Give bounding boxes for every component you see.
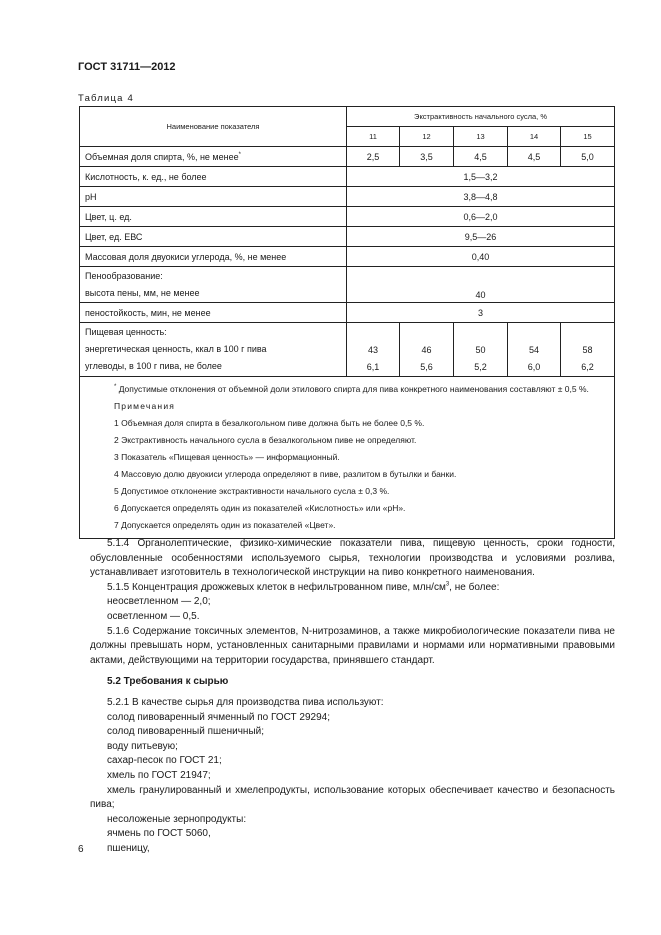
list-item: несоложеные зернопродукты: xyxy=(107,813,247,825)
footnote-mark: * xyxy=(238,151,241,158)
note-item: 2 Экстрактивность начального сусла в безалкогольном пиве не определяют. xyxy=(114,435,417,445)
param-column-header: Наименование показателя xyxy=(80,107,347,147)
note-item: 4 Массовую долю двуокиси углерода определяют в пиве, разлитом в бутылки и банки. xyxy=(114,469,457,479)
subcol-header: 12 xyxy=(400,127,454,147)
row-label-color-cu: Цвет, ц. ед. xyxy=(80,207,347,227)
document-header: ГОСТ 31711—2012 xyxy=(78,61,176,73)
note-item: 1 Объемная доля спирта в безалкогольном пиве должна быть не более 0,5 %. xyxy=(114,418,425,428)
table-notes-row xyxy=(80,377,615,539)
table-cell: 4,5 xyxy=(508,147,561,167)
list-item: ячмень по ГОСТ 5060, xyxy=(107,828,211,840)
paragraph-5-2-1: 5.2.1 В качестве сырья для производства пива используют: xyxy=(107,696,384,708)
list-item: солод пивоваренный ячменный по ГОСТ 29294; xyxy=(107,711,331,723)
list-item: неосветленном — 2,0; xyxy=(107,596,211,608)
note-item: 7 Допускается определять один из показателей «Цвет». xyxy=(114,520,336,530)
table-cell: 58 6,2 xyxy=(561,323,615,377)
carbs-label: углеводы, в 100 г пива, не более xyxy=(85,361,222,371)
row-label-foam-stability: пеностойкость, мин, не менее xyxy=(80,303,347,323)
note-item: 5 Допустимое отклонение экстрактивности начального сусла ± 0,3 %. xyxy=(114,486,390,496)
list-item: воду питьевую; xyxy=(107,740,178,752)
subcol-header: 11 xyxy=(347,127,400,147)
note-item: 6 Допускается определять один из показателей «Кислотность» или «рН». xyxy=(114,503,406,513)
table-cell: 3,8—4,8 xyxy=(347,187,615,207)
paragraph-5-1-5: 5.1.5 Концентрация дрожжевых клеток в нефильтрованном пиве, млн/$см^3$, не более: xyxy=(107,581,500,593)
indicators-table xyxy=(79,106,615,539)
table-cell: 0,40 xyxy=(347,247,615,267)
table-footnote: * Допустимые отклонения от объемной доли этилового спирта для пива конкретного наименования составляют ± 0,5 %. xyxy=(114,384,589,394)
row-label-foam xyxy=(80,267,347,303)
row-label-co2: Массовая доля двуокиси углерода, %, не менее xyxy=(80,247,347,267)
table-cell: 3,5 xyxy=(400,147,454,167)
table-cell: 4,5 xyxy=(454,147,508,167)
row-label-ph: pH xyxy=(80,187,347,207)
paragraph-5-1-6: 5.1.6 Содержание токсичных элементов, N-нитрозаминов, а также микробиологические показатели пива не должны превышать норм, установленных санитарными правилами и нормами или нормативными правовыми актами, действующими на территории государства, принявшего стандарт. xyxy=(90,625,615,666)
notes-title: Примечания xyxy=(114,401,176,411)
table-row xyxy=(80,323,615,377)
table-cell: 9,5—26 xyxy=(347,227,615,247)
subcol-header: 15 xyxy=(561,127,615,147)
energy-label: энергетическая ценность, ккал в 100 г пива xyxy=(85,344,267,354)
list-item: хмель по ГОСТ 21947; xyxy=(107,769,211,781)
foam-label: Пенообразование: xyxy=(85,270,163,281)
table-row xyxy=(80,167,615,187)
table-cell: 3 xyxy=(347,303,615,323)
extract-group-header: Экстрактивность начального сусла, % xyxy=(347,107,615,127)
row-label-color-ebc: Цвет, ед. ЕВС xyxy=(80,227,347,247)
table-cell: 40 xyxy=(347,267,615,303)
table-cell: 54 6,0 xyxy=(508,323,561,377)
section-heading-5-2: 5.2 Требования к сырью xyxy=(107,676,229,688)
table-cell: 50 5,2 xyxy=(454,323,508,377)
list-item: сахар-песок по ГОСТ 21; xyxy=(107,755,222,767)
row-label-alcohol: Объемная доля спирта, %, не менее* xyxy=(80,147,347,167)
nutrition-label: Пищевая ценность: xyxy=(85,327,167,337)
row-label-acidity: Кислотность, к. ед., не более xyxy=(80,167,347,187)
table-row xyxy=(80,303,615,323)
table-title: Таблица 4 xyxy=(78,93,134,104)
table-cell: 0,6—2,0 xyxy=(347,207,615,227)
table-row xyxy=(80,187,615,207)
list-item: хмель гранулированный и хмелепродукты, использование которых обеспечивает качество и безопасность пива; xyxy=(90,784,615,811)
subcol-header: 13 xyxy=(454,127,508,147)
document-body xyxy=(90,537,615,856)
subcol-header: 14 xyxy=(508,127,561,147)
table-row xyxy=(80,227,615,247)
table-notes xyxy=(80,377,615,539)
list-item: осветленном — 0,5. xyxy=(107,610,200,622)
table-row xyxy=(80,147,615,167)
list-item: солод пивоваренный пшеничный; xyxy=(107,726,264,738)
table-row xyxy=(80,207,615,227)
table-cell: 43 6,1 xyxy=(347,323,400,377)
row-label-nutrition xyxy=(80,323,347,377)
table-row xyxy=(80,267,615,303)
note-item: 3 Показатель «Пищевая ценность» — информационный. xyxy=(114,452,340,462)
table-cell: 46 5,6 xyxy=(400,323,454,377)
table-cell: 1,5—3,2 xyxy=(347,167,615,187)
list-item: пшеницу, xyxy=(107,842,150,854)
paragraph-5-1-4: 5.1.4 Органолептические, физико-химические показатели пива, пищевую ценность, сроки годности, обусловленные особенностями используемого сырья, технологии производства и условиями розлива, устанавливает изготовитель в технологической инструкции на пиво конкретного наименования. xyxy=(90,538,615,579)
table-cell: 2,5 xyxy=(347,147,400,167)
foam-height-label: высота пены, мм, не менее xyxy=(85,287,200,298)
page-number: 6 xyxy=(78,844,84,855)
table-cell: 5,0 xyxy=(561,147,615,167)
table-row xyxy=(80,247,615,267)
